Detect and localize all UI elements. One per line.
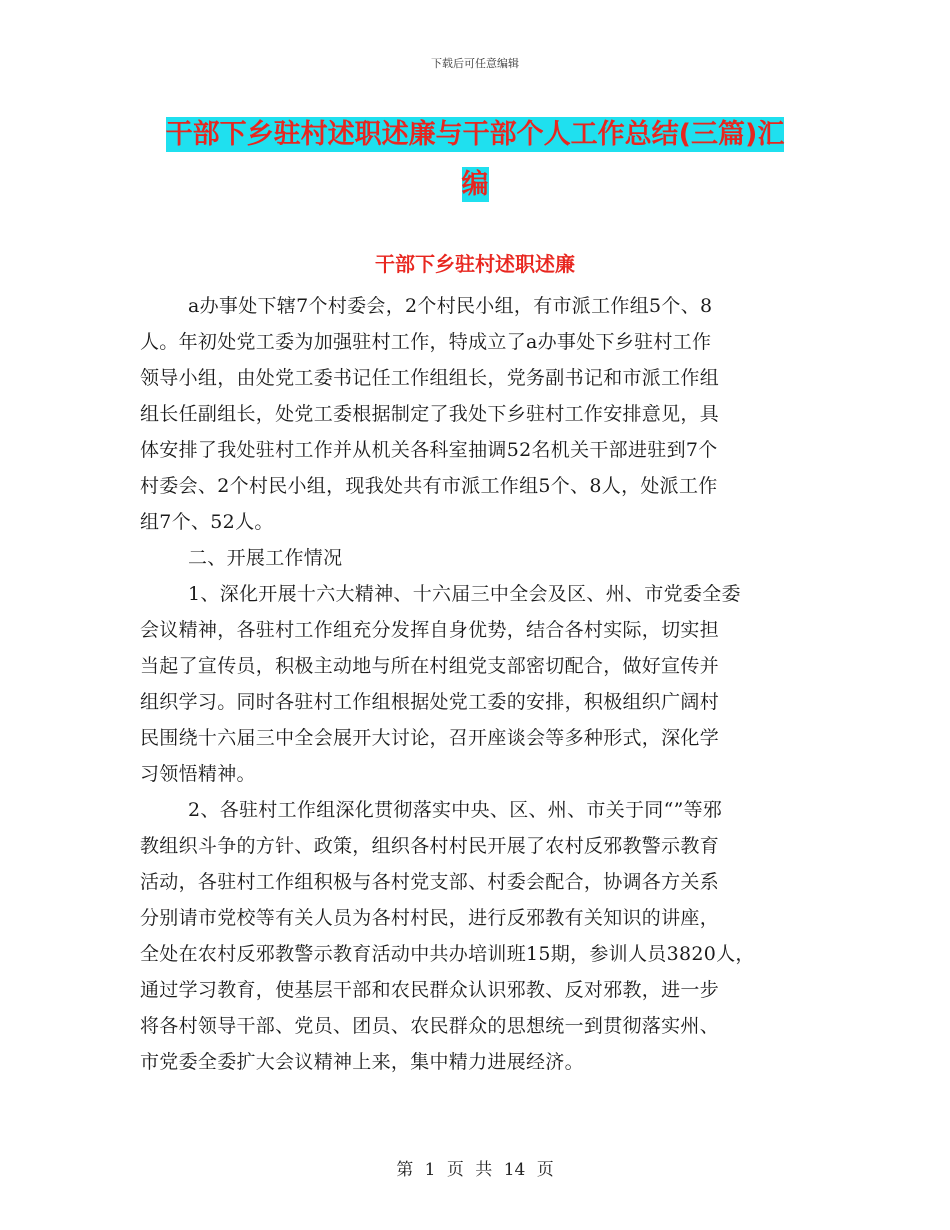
page-number: 第 1 页 共 14 页	[396, 1160, 554, 1180]
paragraph-line: 习领悟精神。	[140, 763, 256, 785]
paragraph-line: 人。年初处党工委为加强驻村工作，特成立了a办事处下乡驻村工作	[140, 331, 712, 353]
paragraph-line: 村委会、2个村民小组，现我处共有市派工作组5个、8人，处派工作	[140, 475, 718, 497]
paragraph-line: 组7个、52人。	[140, 511, 274, 533]
paragraph-line: 组织学习。同时各驻村工作组根据处党工委的安排，积极组织广阔村	[140, 691, 720, 713]
paragraph-line: a办事处下辖7个村委会，2个村民小组，有市派工作组5个、8	[188, 295, 713, 317]
paragraph-line: 1、深化开展十六大精神、十六届三中全会及区、州、市党委全委	[188, 583, 741, 605]
paragraph-line: 会议精神，各驻村工作组充分发挥自身优势，结合各村实际，切实担	[140, 619, 720, 641]
paragraph-line: 通过学习教育，使基层干部和农民群众认识邪教、反对邪教，进一步	[140, 979, 720, 1001]
header-note: 下载后可任意编辑	[431, 57, 519, 70]
paragraph-line: 教组织斗争的方针、政策，组织各村村民开展了农村反邪教警示教育	[140, 835, 720, 857]
body-text	[140, 288, 820, 1080]
paragraph-line: 2、各驻村工作组深化贯彻落实中央、区、州、市关于同“”等邪	[188, 799, 723, 821]
section-heading: 干部下乡驻村述职述廉	[375, 252, 575, 276]
document-title-line-1: 干部下乡驻村述职述廉与干部个人工作总结(三篇)汇	[165, 119, 785, 150]
paragraph-line: 将各村领导干部、党员、团员、农民群众的思想统一到贯彻落实州、	[140, 1015, 720, 1037]
paragraph-line: 分别请市党校等有关人员为各村村民，进行反邪教有关知识的讲座，	[140, 907, 720, 929]
document-title	[0, 110, 950, 210]
document-title-line-2: 编	[461, 169, 489, 200]
paragraph-line: 民围绕十六届三中全会展开大讨论，召开座谈会等多种形式，深化学	[140, 727, 720, 749]
paragraph-line: 市党委全委扩大会议精神上来，集中精力进展经济。	[140, 1051, 584, 1073]
paragraph-line: 全处在农村反邪教警示教育活动中共办培训班15期，参训人员3820人，	[140, 943, 755, 965]
paragraph-line: 当起了宣传员，积极主动地与所在村组党支部密切配合，做好宣传并	[140, 655, 720, 677]
subheading-line: 二、开展工作情况	[188, 547, 343, 569]
paragraph-line: 体安排了我处驻村工作并从机关各科室抽调52名机关干部进驻到7个	[140, 439, 718, 461]
paragraph-line: 活动，各驻村工作组积极与各村党支部、村委会配合，协调各方关系	[140, 871, 720, 893]
paragraph-line: 组长任副组长，处党工委根据制定了我处下乡驻村工作安排意见，具	[140, 403, 720, 425]
paragraph-line: 领导小组，由处党工委书记任工作组组长，党务副书记和市派工作组	[140, 367, 720, 389]
